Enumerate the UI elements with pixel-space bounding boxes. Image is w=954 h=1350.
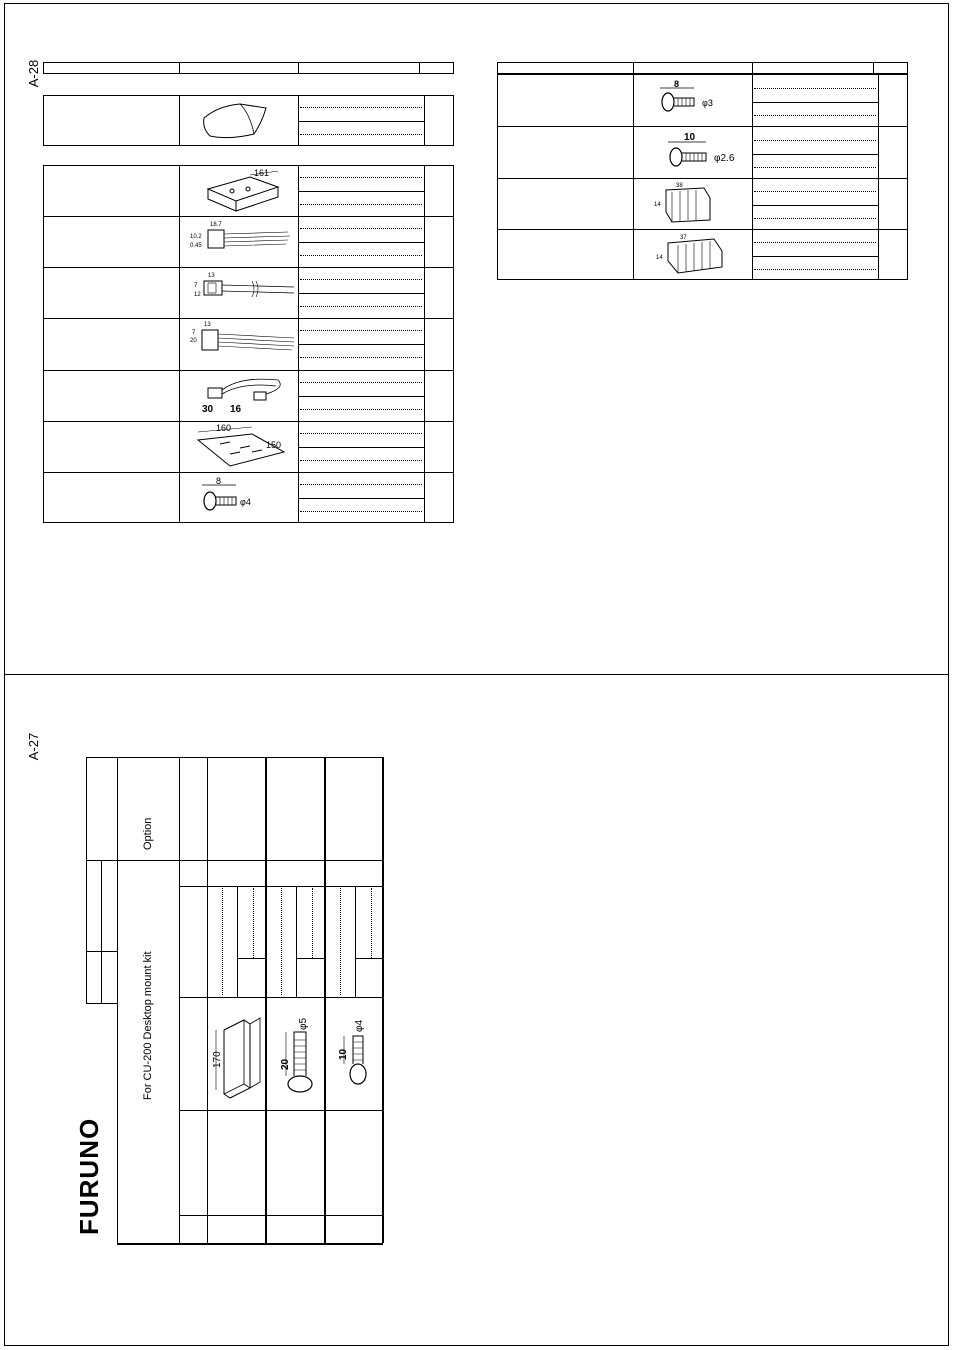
connector-icon — [650, 180, 746, 226]
harness-icon — [190, 218, 298, 264]
svg-text:φ2.6: φ2.6 — [714, 153, 735, 164]
screw-icon — [196, 475, 292, 519]
table-header — [43, 62, 454, 74]
svg-text:14: 14 — [656, 255, 663, 261]
page-divider — [4, 674, 949, 675]
screw-icon — [272, 1012, 322, 1102]
svg-text:37: 37 — [680, 235, 687, 241]
option-header: Option — [142, 817, 154, 850]
connector-icon — [650, 231, 746, 277]
bracket-icon — [190, 167, 290, 213]
svg-text:170: 170 — [212, 1051, 223, 1068]
svg-text:20: 20 — [280, 1058, 291, 1070]
screw-icon — [330, 1012, 380, 1102]
bag-icon — [200, 100, 272, 142]
mount-bracket-icon — [210, 1010, 264, 1102]
board-icon — [190, 422, 298, 470]
svg-text:30: 30 — [202, 404, 214, 415]
svg-text:φ4: φ4 — [354, 1019, 365, 1032]
svg-text:12: 12 — [194, 292, 201, 298]
svg-text:0.45: 0.45 — [190, 243, 202, 249]
svg-text:10: 10 — [338, 1048, 349, 1060]
furuno-logo — [74, 1075, 104, 1237]
svg-text:φ4: φ4 — [240, 497, 251, 507]
svg-text:8: 8 — [674, 79, 680, 89]
svg-text:7: 7 — [192, 330, 196, 336]
page-label-bottom: A-27 — [26, 732, 42, 761]
svg-text:38: 38 — [676, 183, 683, 189]
harness-icon — [190, 372, 298, 418]
svg-text:13: 13 — [208, 273, 215, 279]
svg-text:160: 160 — [216, 423, 232, 433]
cable-icon — [190, 269, 298, 315]
svg-text:7: 7 — [194, 283, 198, 289]
svg-text:20: 20 — [190, 338, 197, 344]
svg-text:150: 150 — [266, 440, 282, 450]
kit-title: For CU-200 Desktop mount kit — [142, 951, 154, 1100]
svg-text:13: 13 — [204, 322, 211, 328]
dimension-label: 161 — [254, 168, 270, 178]
svg-text:φ5: φ5 — [298, 1017, 309, 1030]
svg-text:18.7: 18.7 — [210, 222, 222, 228]
screw-icon — [650, 78, 746, 122]
svg-text:8: 8 — [216, 476, 222, 486]
svg-text:φ3: φ3 — [702, 98, 713, 108]
page-label-top: A-28 — [26, 59, 42, 88]
svg-text:14: 14 — [654, 202, 661, 208]
table-header — [497, 62, 908, 74]
svg-text:10.2: 10.2 — [190, 234, 202, 240]
harness-icon — [190, 320, 298, 366]
svg-text:FURUNO: FURUNO — [74, 1117, 104, 1235]
svg-text:16: 16 — [230, 404, 242, 415]
screw-icon — [650, 130, 752, 174]
svg-text:10: 10 — [684, 132, 696, 143]
